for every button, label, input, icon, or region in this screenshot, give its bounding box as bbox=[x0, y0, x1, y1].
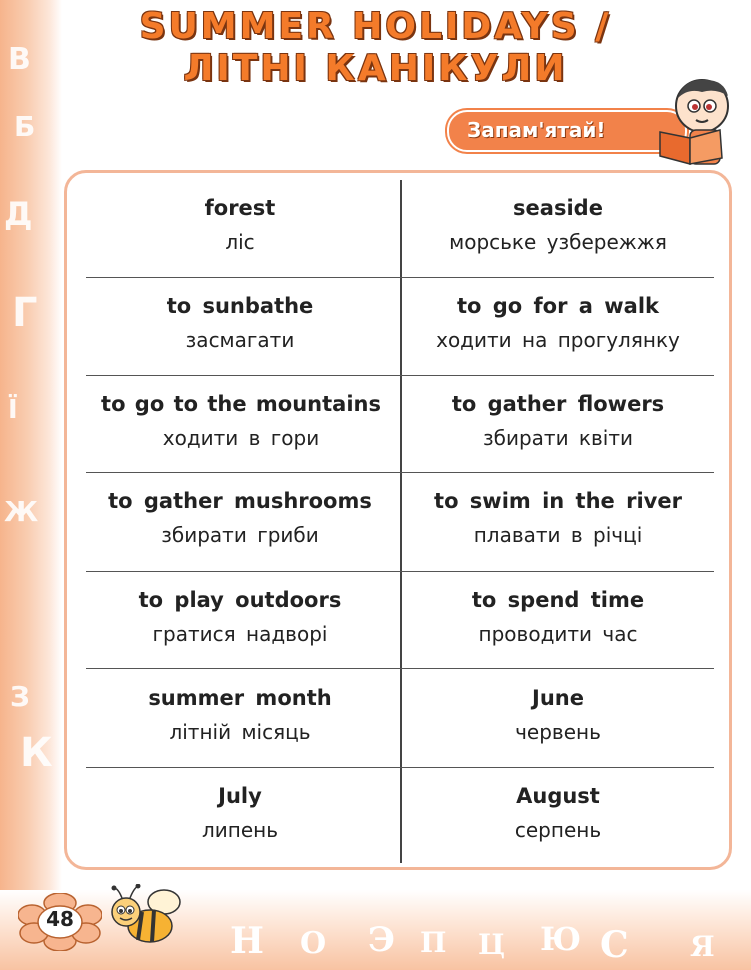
vocab-ukrainian: проводити час bbox=[478, 622, 638, 646]
vocab-entry bbox=[402, 686, 714, 744]
vocab-english: to spend time bbox=[471, 588, 645, 612]
vocab-entry bbox=[80, 588, 400, 646]
vocab-english: June bbox=[532, 686, 584, 710]
row-divider bbox=[86, 472, 714, 473]
vocab-entry bbox=[402, 588, 714, 646]
vocab-english: to gather mushrooms bbox=[108, 489, 372, 513]
reading-boy-illustration bbox=[650, 72, 750, 172]
vocab-entry bbox=[402, 784, 714, 842]
page-number: 48 bbox=[46, 907, 74, 931]
vocab-english: summer month bbox=[148, 686, 332, 710]
vocab-english: to play outdoors bbox=[138, 588, 342, 612]
decorative-bottom-letters: Н О Э П Ц Ю С Я bbox=[0, 890, 751, 970]
vocab-ukrainian: плавати в річці bbox=[473, 523, 643, 547]
vocab-ukrainian: збирати квіти bbox=[483, 426, 633, 450]
vocab-ukrainian: засмагати bbox=[185, 328, 295, 352]
row-divider bbox=[86, 375, 714, 376]
vocab-ukrainian: морське узбережжя bbox=[449, 230, 667, 254]
vocab-english: August bbox=[516, 784, 600, 808]
vocab-ukrainian: липень bbox=[201, 818, 279, 842]
vocab-english: July bbox=[218, 784, 262, 808]
vocab-entry bbox=[86, 392, 396, 450]
page-title-ukrainian: ЛІТНІ КАНІКУЛИ bbox=[183, 48, 568, 89]
decorative-alphabet-strip: В Б Д Г Ї Ж З К bbox=[0, 0, 62, 970]
vocab-entry bbox=[80, 686, 400, 744]
row-divider bbox=[86, 668, 714, 669]
vocab-entry bbox=[402, 489, 714, 547]
vocab-ukrainian: збирати гриби bbox=[161, 523, 319, 547]
vocab-ukrainian: червень bbox=[515, 720, 601, 744]
vocab-english: seaside bbox=[513, 196, 603, 220]
vocab-english: to go to the mountains bbox=[101, 392, 381, 416]
vocab-english: forest bbox=[204, 196, 276, 220]
bee-icon bbox=[108, 884, 188, 950]
vocab-ukrainian: ходити на прогулянку bbox=[436, 328, 680, 352]
vocab-entry bbox=[80, 294, 400, 352]
vocab-english: to go for a walk bbox=[457, 294, 659, 318]
row-divider bbox=[86, 767, 714, 768]
vocab-entry bbox=[80, 784, 400, 842]
row-divider bbox=[86, 571, 714, 572]
vocab-entry bbox=[402, 196, 714, 254]
vocab-entry bbox=[402, 392, 714, 450]
vocab-ukrainian: літній місяць bbox=[169, 720, 311, 744]
vocab-entry bbox=[402, 294, 714, 352]
vocab-entry bbox=[80, 489, 400, 547]
vocab-entry bbox=[80, 196, 400, 254]
remember-badge-label: Запам'ятай! bbox=[467, 118, 606, 142]
vocab-ukrainian: гратися надворі bbox=[152, 622, 328, 646]
vocab-ukrainian: ходити в гори bbox=[162, 426, 320, 450]
vocab-ukrainian: ліс bbox=[225, 230, 255, 254]
vocab-english: to sunbathe bbox=[166, 294, 314, 318]
vocab-english: to gather flowers bbox=[451, 392, 665, 416]
vocab-english: to swim in the river bbox=[434, 489, 682, 513]
row-divider bbox=[86, 277, 714, 278]
page-title-english: SUMMER HOLIDAYS / bbox=[139, 6, 612, 47]
vocab-ukrainian: серпень bbox=[514, 818, 602, 842]
